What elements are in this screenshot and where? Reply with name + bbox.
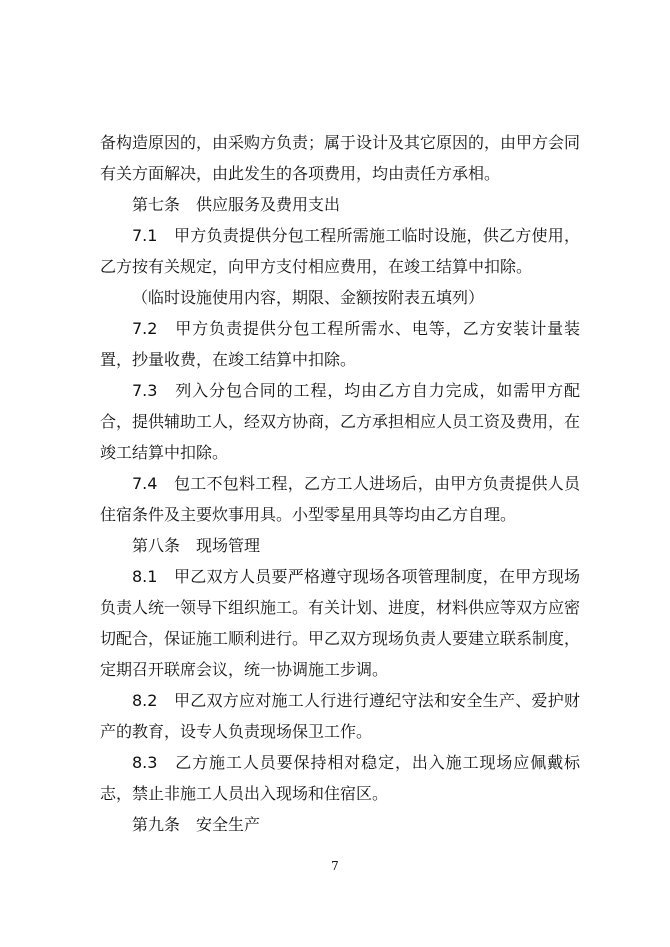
- clause-7-3: 7.3 列入分包合同的工程，均由乙方自力完成，如需甲方配合，提供辅助工人，经双方协商，乙方承担相应人员工资及费用，在竣工结算中扣除。: [100, 381, 581, 462]
- clause-7-1-note: （临时设施使用内容，期限、金额按附表五填列）: [132, 288, 485, 307]
- article-8-heading: 第八条 现场管理: [132, 536, 261, 555]
- clause-8-1: 8.1 甲乙双方人员要严格遵守现场各项管理制度，在甲方现场负责人统一领导下组织施工。有关计划、进度，材料供应等双方应密切配合，保证施工顺利进行。甲乙双方现场负责人要建立联系制度，定期召开联席会议，统一协调施工步调。: [100, 567, 581, 679]
- article-7-heading: 第七条 供应服务及费用支出: [132, 195, 341, 214]
- clause-8-3: 8.3 乙方施工人员要保持相对稳定，出入施工现场应佩戴标志，禁止非施工人员出入现场和住宿区。: [100, 753, 580, 803]
- clause-8-2: 8.2 甲乙双方应对施工人行进行遵纪守法和安全生产、爱护财产的教育，设专人负责现场保卫工作。: [100, 691, 580, 741]
- page-number: 7: [331, 859, 339, 873]
- clause-7-1: 7.1 甲方负责提供分包工程所需施工临时设施，供乙方使用，乙方按有关规定，向甲方支付相应费用，在竣工结算中扣除。: [100, 226, 580, 276]
- clause-7-2: 7.2 甲方负责提供分包工程所需水、电等，乙方安装计量装置，抄量收费，在竣工结算中扣除。: [100, 319, 580, 369]
- clause-7-4: 7.4 包工不包料工程，乙方工人进场后，由甲方负责提供人员住宿条件及主要炊事用具。小型零星用具等均由乙方自理。: [100, 474, 580, 524]
- document-body: [100, 127, 580, 840]
- article-9-heading: 第九条 安全生产: [132, 815, 261, 834]
- paragraph-continuation: 备构造原因的，由采购方负责；属于设计及其它原因的，由甲方会同有关方面解决，由此发生的各项费用，均由责任方承相。: [100, 133, 581, 183]
